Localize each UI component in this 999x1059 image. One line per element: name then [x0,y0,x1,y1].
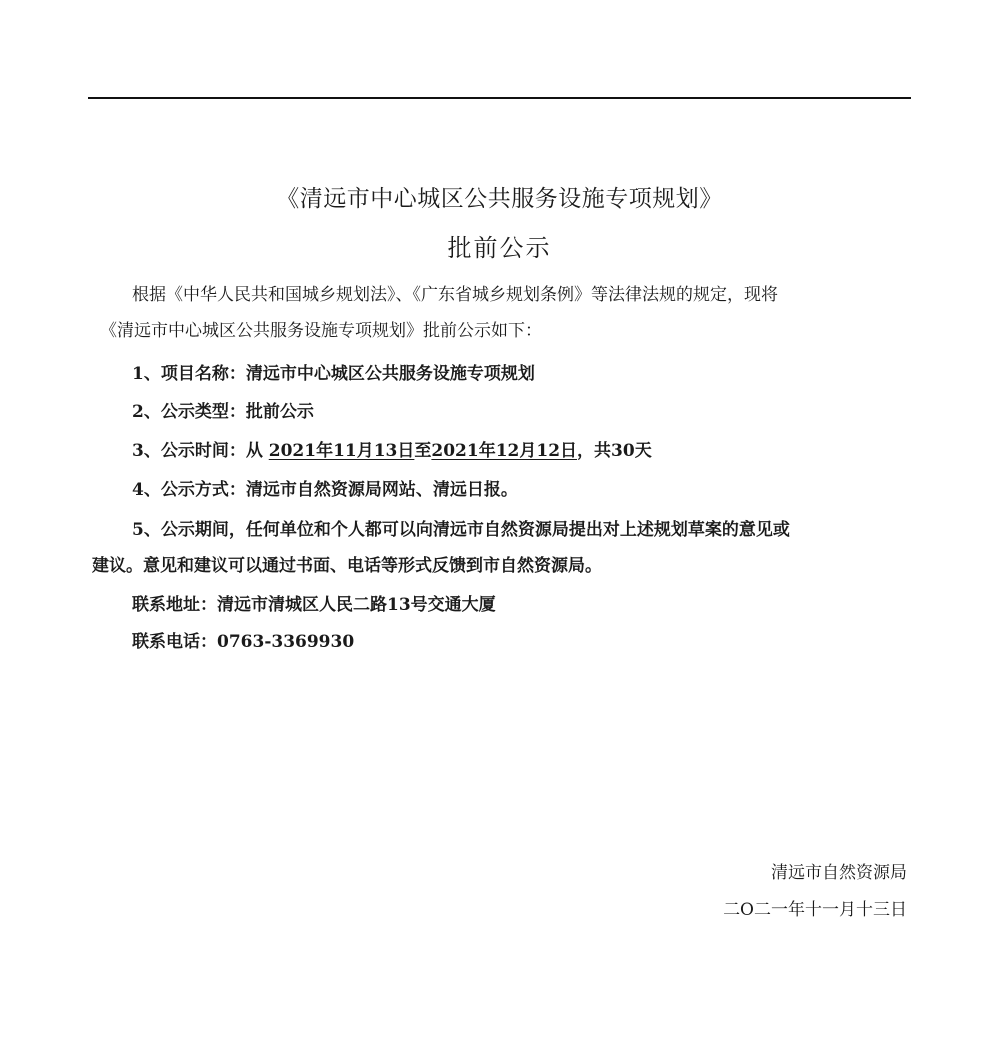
item-notice-period [132,440,652,462]
item-notice-type: 2、公示类型：批前公示 [132,402,314,422]
item-notice-method: 4、公示方式：清远市自然资源局网站、清远日报。 [132,480,518,500]
notice-end-date: 2021年12月12日 [431,441,578,461]
contact-address: 联系地址：清远市清城区人民二路13号交通大厦 [132,595,496,615]
document-subtitle: 批前公示 [447,234,552,262]
signature-date: 二O二一年十一月十三日 [723,900,907,920]
notice-period-prefix: 3、公示时间：从 [132,441,269,461]
intro-line-1: 根据《中华人民共和国城乡规划法》、《广东省城乡规划条例》等法律法规的规定，现将 [132,285,778,305]
item-feedback-line-1: 5、公示期间，任何单位和个人都可以向清远市自然资源局提出对上述规划草案的意见或 [132,520,790,540]
item-feedback-line-2: 建议。意见和建议可以通过书面、电话等形式反馈到市自然资源局。 [92,556,602,576]
contact-phone: 联系电话：0763-3369930 [132,632,355,652]
header-rule [88,97,911,99]
notice-start-date: 2021年11月13日 [268,441,415,461]
document-title: 《清远市中心城区公共服务设施专项规划》 [276,186,723,212]
item-project-name: 1、项目名称：清远市中心城区公共服务设施专项规划 [132,364,535,384]
signature-org: 清远市自然资源局 [771,863,907,883]
intro-line-2: 《清远市中心城区公共服务设施专项规划》批前公示如下： [100,321,542,341]
notice-period-suffix: ，共30天 [577,441,652,461]
notice-period-to: 至 [414,441,432,461]
